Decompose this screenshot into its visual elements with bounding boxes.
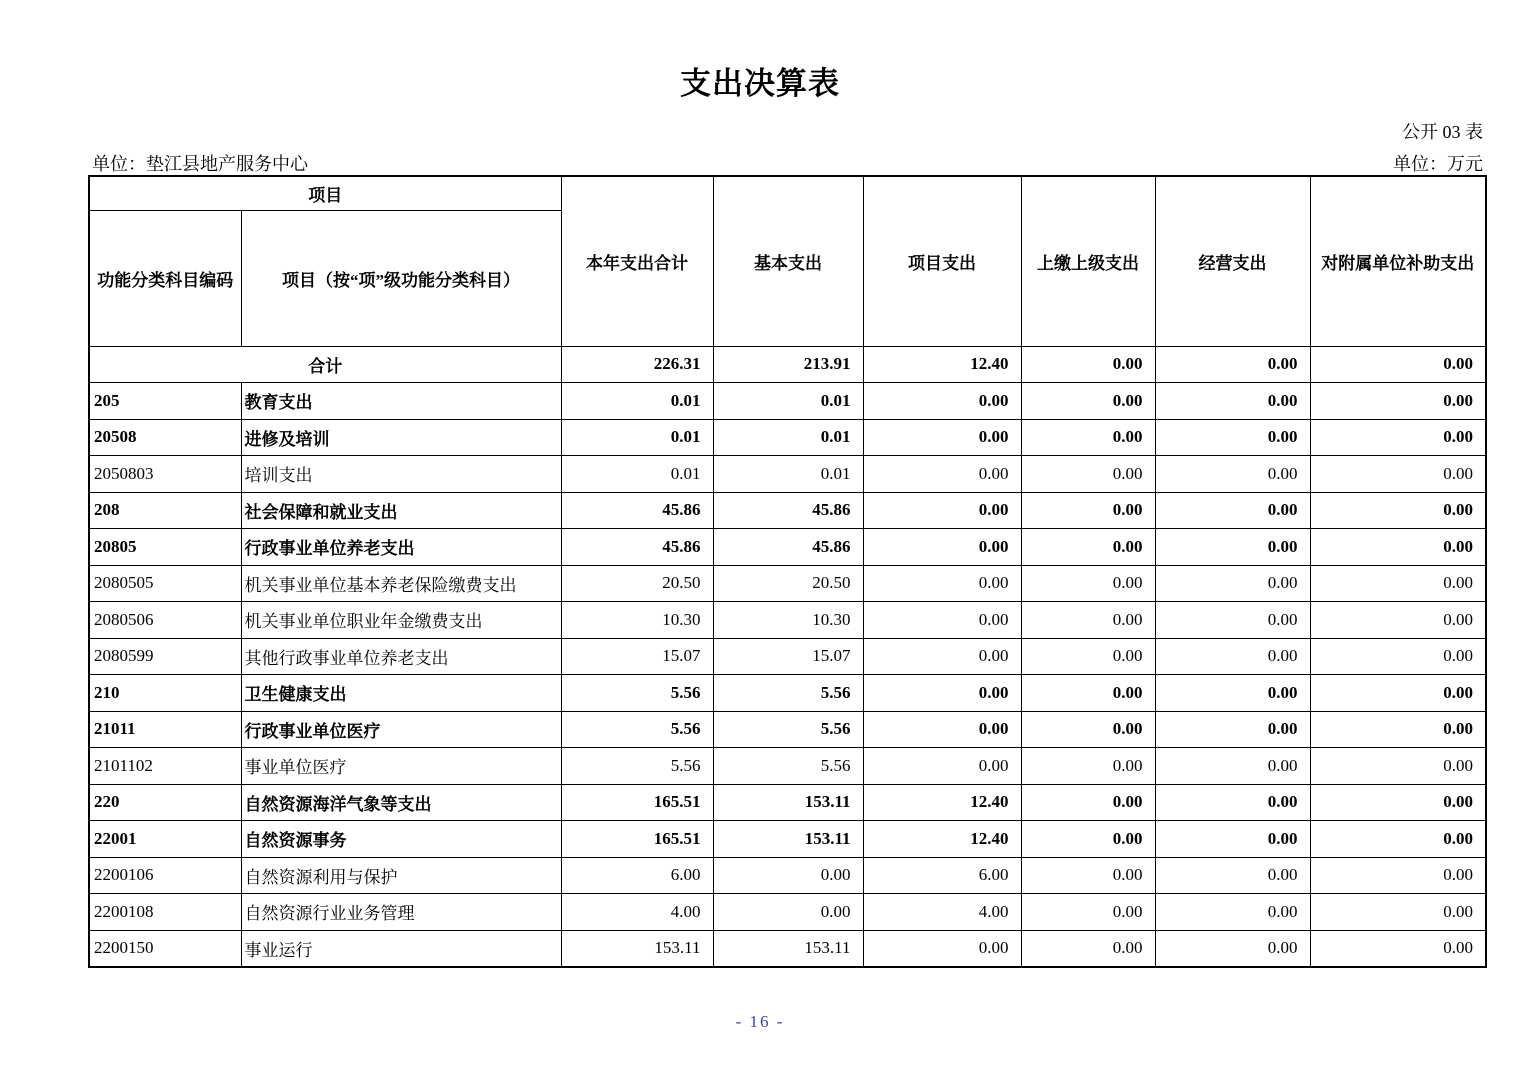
header-total-expenditure: 本年支出合计 — [561, 176, 713, 346]
row-value: 12.40 — [863, 346, 1021, 383]
row-value: 165.51 — [561, 821, 713, 858]
row-project-name: 卫生健康支出 — [241, 675, 561, 712]
table-row — [89, 529, 1486, 566]
row-value: 0.00 — [863, 419, 1021, 456]
row-value: 153.11 — [561, 930, 713, 967]
row-function-code: 205 — [89, 383, 241, 420]
page-number: - 16 - — [735, 1012, 785, 1031]
row-value: 0.00 — [863, 675, 1021, 712]
row-value: 0.00 — [1155, 930, 1310, 967]
row-value: 6.00 — [863, 857, 1021, 894]
row-value: 0.00 — [1310, 894, 1486, 931]
row-value: 0.00 — [1021, 383, 1155, 420]
row-project-name: 自然资源行业业务管理 — [241, 894, 561, 931]
row-project-name: 机关事业单位职业年金缴费支出 — [241, 602, 561, 639]
row-function-code: 2080506 — [89, 602, 241, 639]
row-value: 0.00 — [1155, 711, 1310, 748]
row-value: 0.00 — [863, 711, 1021, 748]
row-value: 45.86 — [561, 529, 713, 566]
row-value: 0.00 — [1155, 784, 1310, 821]
row-value: 0.01 — [561, 419, 713, 456]
row-project-name: 事业单位医疗 — [241, 748, 561, 785]
row-value: 0.00 — [1155, 492, 1310, 529]
row-value: 153.11 — [713, 784, 863, 821]
header-function-code: 功能分类科目编码 — [89, 210, 241, 346]
row-value: 5.56 — [561, 711, 713, 748]
row-value: 0.00 — [1021, 638, 1155, 675]
header-upward-payment: 上缴上级支出 — [1021, 176, 1155, 346]
row-value: 0.00 — [1021, 346, 1155, 383]
row-value: 0.01 — [561, 456, 713, 493]
row-value: 0.00 — [1310, 419, 1486, 456]
row-value: 6.00 — [561, 857, 713, 894]
row-function-code: 2080505 — [89, 565, 241, 602]
row-value: 0.00 — [1155, 456, 1310, 493]
row-project-name: 行政事业单位医疗 — [241, 711, 561, 748]
row-value: 0.00 — [713, 857, 863, 894]
row-value: 0.01 — [713, 456, 863, 493]
row-value: 0.00 — [1155, 529, 1310, 566]
currency-unit-label: 单位：万元 — [1393, 154, 1483, 174]
table-row — [89, 383, 1486, 420]
row-project-name: 培训支出 — [241, 456, 561, 493]
row-value: 10.30 — [713, 602, 863, 639]
row-value: 0.00 — [1155, 565, 1310, 602]
row-value: 0.00 — [1021, 711, 1155, 748]
row-value: 0.00 — [1310, 602, 1486, 639]
row-value: 0.00 — [1310, 638, 1486, 675]
row-value: 213.91 — [713, 346, 863, 383]
row-value: 0.00 — [1310, 492, 1486, 529]
row-value: 0.00 — [1021, 857, 1155, 894]
row-value: 4.00 — [561, 894, 713, 931]
row-project-name: 行政事业单位养老支出 — [241, 529, 561, 566]
table-row — [89, 784, 1486, 821]
row-value: 165.51 — [561, 784, 713, 821]
row-function-code: 2200150 — [89, 930, 241, 967]
row-value: 0.00 — [1155, 638, 1310, 675]
row-value: 0.00 — [1021, 748, 1155, 785]
table-row — [89, 894, 1486, 931]
row-value: 0.01 — [561, 383, 713, 420]
row-value: 0.00 — [1310, 857, 1486, 894]
table-body — [89, 346, 1486, 967]
row-value: 10.30 — [561, 602, 713, 639]
row-value: 0.00 — [1021, 602, 1155, 639]
row-value: 153.11 — [713, 821, 863, 858]
row-value: 0.00 — [1310, 930, 1486, 967]
row-value: 0.00 — [1155, 383, 1310, 420]
row-project-name: 自然资源事务 — [241, 821, 561, 858]
row-function-code: 210 — [89, 675, 241, 712]
row-value: 5.56 — [713, 748, 863, 785]
table-row — [89, 857, 1486, 894]
row-value: 0.00 — [863, 930, 1021, 967]
row-value: 0.00 — [1021, 492, 1155, 529]
row-value: 0.00 — [1021, 419, 1155, 456]
row-value: 0.00 — [1310, 383, 1486, 420]
row-function-code: 2101102 — [89, 748, 241, 785]
row-value: 0.00 — [1021, 930, 1155, 967]
row-project-name: 教育支出 — [241, 383, 561, 420]
table-row — [89, 346, 1486, 383]
row-function-code: 20805 — [89, 529, 241, 566]
row-value: 0.00 — [1155, 821, 1310, 858]
header-project-name: 项目（按“项”级功能分类科目） — [241, 210, 561, 346]
row-value: 0.00 — [1021, 821, 1155, 858]
table-row — [89, 565, 1486, 602]
row-value: 0.00 — [863, 383, 1021, 420]
row-value: 45.86 — [561, 492, 713, 529]
row-value: 15.07 — [713, 638, 863, 675]
header-project-expenditure: 项目支出 — [863, 176, 1021, 346]
table-row — [89, 711, 1486, 748]
table-row — [89, 456, 1486, 493]
row-value: 12.40 — [863, 821, 1021, 858]
expenditure-table — [88, 175, 1487, 968]
row-value: 0.00 — [1155, 602, 1310, 639]
row-value: 0.00 — [1021, 565, 1155, 602]
table-row — [89, 492, 1486, 529]
row-function-code: 220 — [89, 784, 241, 821]
row-value: 0.00 — [863, 492, 1021, 529]
row-value: 0.00 — [713, 894, 863, 931]
row-value: 0.00 — [1310, 565, 1486, 602]
row-value: 5.56 — [713, 675, 863, 712]
row-value: 5.56 — [561, 675, 713, 712]
row-project-name: 社会保障和就业支出 — [241, 492, 561, 529]
table-row — [89, 821, 1486, 858]
row-value: 0.00 — [1310, 529, 1486, 566]
row-value: 45.86 — [713, 492, 863, 529]
row-project-name: 进修及培训 — [241, 419, 561, 456]
row-value: 0.00 — [1310, 675, 1486, 712]
row-value: 0.00 — [863, 748, 1021, 785]
row-value: 0.00 — [1021, 456, 1155, 493]
row-value: 0.00 — [863, 529, 1021, 566]
row-value: 4.00 — [863, 894, 1021, 931]
row-value: 0.00 — [1155, 857, 1310, 894]
row-value: 0.00 — [1021, 529, 1155, 566]
row-value: 0.00 — [863, 638, 1021, 675]
row-value: 153.11 — [713, 930, 863, 967]
form-number-label: 公开 03 表 — [1402, 122, 1483, 142]
header-operating-expenditure: 经营支出 — [1155, 176, 1310, 346]
row-project-name: 其他行政事业单位养老支出 — [241, 638, 561, 675]
row-value: 0.00 — [1310, 346, 1486, 383]
row-total-label: 合计 — [89, 346, 561, 383]
header-row-group — [89, 176, 1486, 210]
row-function-code: 2200106 — [89, 857, 241, 894]
row-value: 0.00 — [1310, 821, 1486, 858]
row-project-name: 自然资源海洋气象等支出 — [241, 784, 561, 821]
header-basic-expenditure: 基本支出 — [713, 176, 863, 346]
table-row — [89, 930, 1486, 967]
row-function-code: 2050803 — [89, 456, 241, 493]
row-value: 0.00 — [1310, 784, 1486, 821]
row-value: 0.00 — [1021, 784, 1155, 821]
row-value: 0.00 — [1155, 894, 1310, 931]
row-value: 0.00 — [1310, 456, 1486, 493]
row-project-name: 机关事业单位基本养老保险缴费支出 — [241, 565, 561, 602]
row-value: 0.00 — [1021, 894, 1155, 931]
row-value: 0.00 — [1155, 419, 1310, 456]
table-row — [89, 748, 1486, 785]
row-value: 0.00 — [863, 565, 1021, 602]
row-value: 0.00 — [1155, 346, 1310, 383]
table-row — [89, 602, 1486, 639]
row-value: 5.56 — [561, 748, 713, 785]
row-value: 0.00 — [1021, 675, 1155, 712]
row-value: 226.31 — [561, 346, 713, 383]
table-row — [89, 638, 1486, 675]
row-function-code: 2080599 — [89, 638, 241, 675]
header-project-group: 项目 — [89, 176, 561, 210]
row-value: 0.01 — [713, 419, 863, 456]
row-value: 20.50 — [561, 565, 713, 602]
row-function-code: 20508 — [89, 419, 241, 456]
row-value: 0.00 — [1310, 711, 1486, 748]
row-value: 0.00 — [1155, 675, 1310, 712]
row-value: 20.50 — [713, 565, 863, 602]
row-value: 0.00 — [863, 602, 1021, 639]
row-value: 0.00 — [863, 456, 1021, 493]
table-row — [89, 419, 1486, 456]
row-function-code: 2200108 — [89, 894, 241, 931]
header-subsidy-to-affiliates: 对附属单位补助支出 — [1310, 176, 1486, 346]
row-project-name: 事业运行 — [241, 930, 561, 967]
row-value: 5.56 — [713, 711, 863, 748]
row-function-code: 21011 — [89, 711, 241, 748]
page-title: 支出决算表 — [680, 66, 840, 101]
row-value: 0.00 — [1155, 748, 1310, 785]
row-function-code: 22001 — [89, 821, 241, 858]
row-value: 0.00 — [1310, 748, 1486, 785]
row-value: 45.86 — [713, 529, 863, 566]
row-project-name: 自然资源利用与保护 — [241, 857, 561, 894]
row-value: 15.07 — [561, 638, 713, 675]
row-value: 12.40 — [863, 784, 1021, 821]
row-value: 0.01 — [713, 383, 863, 420]
row-function-code: 208 — [89, 492, 241, 529]
table-row — [89, 675, 1486, 712]
org-unit-label: 单位：垫江县地产服务中心 — [92, 154, 308, 174]
